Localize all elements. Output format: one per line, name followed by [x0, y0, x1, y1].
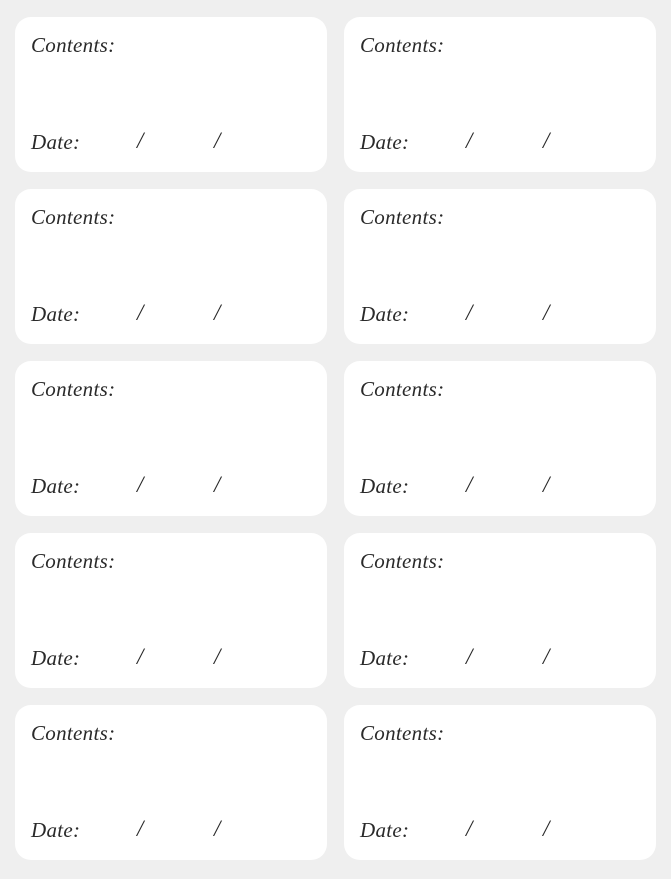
label-card-3: [15, 189, 327, 344]
contents-label: Contents:: [31, 549, 116, 573]
date-separator-1: /: [466, 128, 473, 153]
date-separator-1: /: [466, 300, 473, 325]
contents-label: Contents:: [31, 721, 116, 745]
date-separator-1: /: [466, 816, 473, 841]
date-separator-2: /: [214, 472, 221, 497]
date-separator-2: /: [543, 644, 550, 669]
label-card-8: [344, 533, 656, 688]
date-label: Date:: [31, 130, 81, 154]
date-label: Date:: [360, 302, 410, 326]
date-separator-2: /: [543, 300, 550, 325]
label-card-1: [15, 17, 327, 172]
date-label: Date:: [360, 818, 410, 842]
date-label: Date:: [31, 646, 81, 670]
label-card-5: [15, 361, 327, 516]
label-card-7: [15, 533, 327, 688]
label-card-9: [15, 705, 327, 860]
contents-label: Contents:: [31, 377, 116, 401]
date-separator-1: /: [466, 644, 473, 669]
date-separator-1: /: [137, 128, 144, 153]
date-label: Date:: [31, 302, 81, 326]
contents-label: Contents:: [31, 33, 116, 57]
date-separator-1: /: [137, 300, 144, 325]
date-separator-2: /: [214, 300, 221, 325]
contents-label: Contents:: [360, 721, 445, 745]
date-label: Date:: [360, 130, 410, 154]
date-separator-2: /: [543, 472, 550, 497]
date-label: Date:: [31, 474, 81, 498]
contents-label: Contents:: [360, 205, 445, 229]
contents-label: Contents:: [360, 549, 445, 573]
date-separator-1: /: [137, 472, 144, 497]
date-separator-1: /: [466, 472, 473, 497]
date-separator-2: /: [543, 128, 550, 153]
date-label: Date:: [360, 474, 410, 498]
date-separator-1: /: [137, 644, 144, 669]
label-card-4: [344, 189, 656, 344]
date-separator-2: /: [214, 816, 221, 841]
date-label: Date:: [360, 646, 410, 670]
contents-label: Contents:: [31, 205, 116, 229]
contents-label: Contents:: [360, 33, 445, 57]
date-separator-2: /: [214, 128, 221, 153]
label-card-6: [344, 361, 656, 516]
date-separator-2: /: [543, 816, 550, 841]
label-card-10: [344, 705, 656, 860]
date-label: Date:: [31, 818, 81, 842]
label-card-2: [344, 17, 656, 172]
date-separator-1: /: [137, 816, 144, 841]
date-separator-2: /: [214, 644, 221, 669]
contents-label: Contents:: [360, 377, 445, 401]
